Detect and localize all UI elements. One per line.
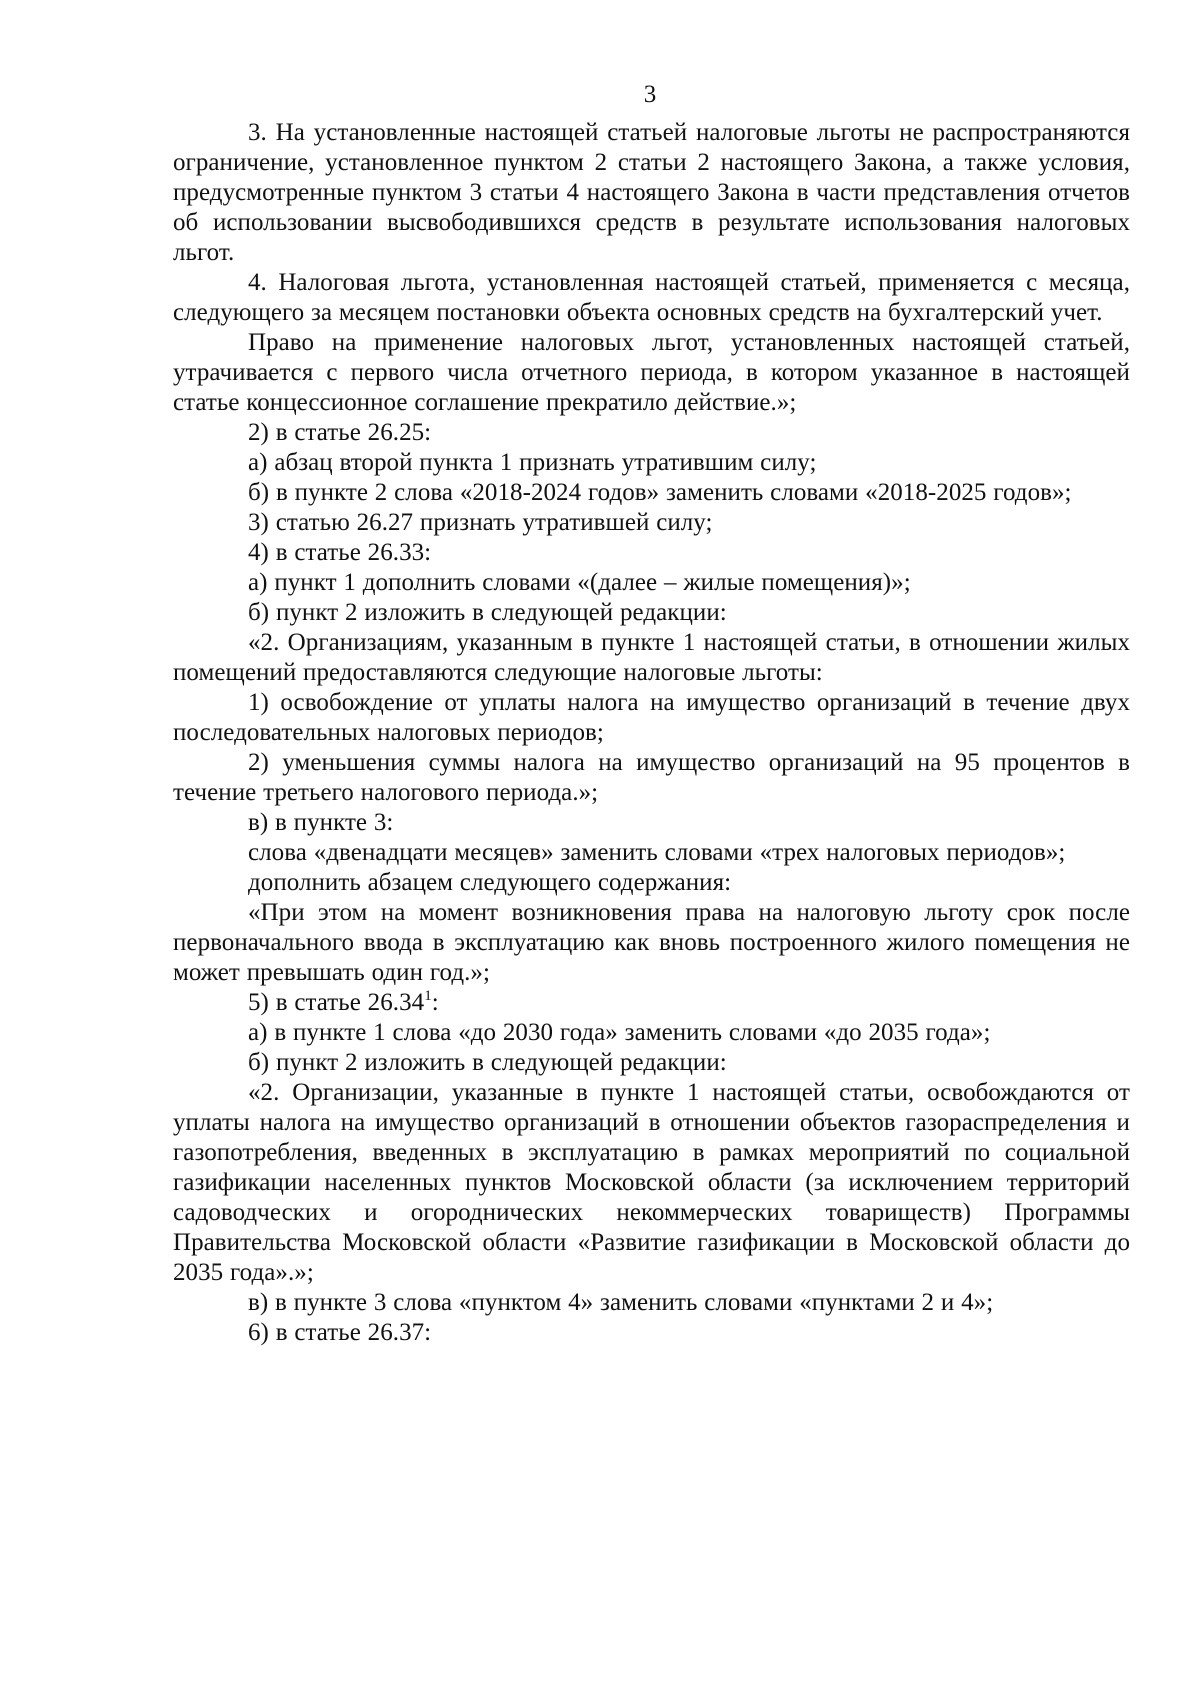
- article-item-suffix: :: [431, 989, 439, 1016]
- paragraph-right-loss: Право на применение налоговых льгот, установленных настоящей статьей, утрачивается с первого числа отчетного периода, в котором указанное в настоящей статье концессионное соглашение прекратило действие.»;: [173, 329, 1130, 416]
- paragraph-26-33-subitem-1: 1) освобождение от уплаты налога на имущество организаций в течение двух последовательных налоговых периодов;: [173, 689, 1130, 746]
- paragraph-26-34-1-item-v: в) в пункте 3 слова «пунктом 4» заменить словами «пунктами 2 и 4»;: [248, 1289, 994, 1316]
- paragraph-26-25-item-a: а) абзац второй пункта 1 признать утратившим силу;: [248, 449, 817, 476]
- paragraph-3-tax-benefits-restrictions: 3. На установленные настоящей статьей налоговые льготы не распространяются ограничение, установленное пунктом 2 статьи 2 настоящего Закона, а также условия, предусмотренные пунктом 3 статьи 4 настоящего Закона в части представления отчетов об использовании высвободившихся средств в результате использования налоговых льгот.: [173, 119, 1130, 266]
- paragraph-4-tax-benefit-start: 4. Налоговая льгота, установленная настоящей статьей, применяется с месяца, следующего за месяцем постановки объекта основных средств на бухгалтерский учет.: [173, 269, 1130, 326]
- paragraph-article-26-25: 2) в статье 26.25:: [248, 419, 432, 446]
- page-number: 3: [643, 81, 657, 108]
- paragraph-26-34-1-item-b: б) пункт 2 изложить в следующей редакции:: [248, 1049, 727, 1076]
- paragraph-article-26-27: 3) статью 26.27 признать утратившей силу;: [248, 509, 713, 536]
- paragraph-26-33-item-a: а) пункт 1 дополнить словами «(далее – жилые помещения)»;: [248, 569, 911, 596]
- paragraph-26-25-item-b: б) в пункте 2 слова «2018-2024 годов» заменить словами «2018-2025 годов»;: [248, 479, 1072, 506]
- paragraph-article-26-33: 4) в статье 26.33:: [248, 539, 432, 566]
- document-body: [173, 118, 1130, 1348]
- paragraph-article-26-37: 6) в статье 26.37:: [248, 1319, 432, 1346]
- paragraph-26-33-new-point-2: «2. Организациям, указанным в пункте 1 настоящей статьи, в отношении жилых помещений предоставляются следующие налоговые льготы:: [173, 629, 1130, 686]
- paragraph-26-33-item-v: в) в пункте 3:: [248, 809, 394, 836]
- article-superscript: 1: [424, 987, 432, 1004]
- paragraph-26-33-subitem-2: 2) уменьшения суммы налога на имущество организаций на 95 процентов в течение третьего налогового периода.»;: [173, 749, 1130, 806]
- paragraph-26-34-1-item-a: а) в пункте 1 слова «до 2030 года» заменить словами «до 2035 года»;: [248, 1019, 991, 1046]
- paragraph-add-clause: дополнить абзацем следующего содержания:: [248, 869, 732, 896]
- article-item-prefix: 5) в статье 26.34: [248, 989, 425, 1016]
- paragraph-26-33-item-b: б) пункт 2 изложить в следующей редакции:: [248, 599, 727, 626]
- paragraph-article-26-34-1: [173, 988, 1130, 1018]
- paragraph-new-clause-text: «При этом на момент возникновения права на налоговую льготу срок после первоначального ввода в эксплуатацию как вновь построенного жилого помещения не может превышать один год.»;: [173, 899, 1130, 986]
- paragraph-words-replacement: слова «двенадцати месяцев» заменить словами «трех налоговых периодов»;: [248, 839, 1066, 866]
- paragraph-26-34-1-new-point-2: «2. Организации, указанные в пункте 1 настоящей статьи, освобождаются от уплаты налога на имущество организаций в отношении объектов газораспределения и газопотребления, введенных в эксплуатацию в рамках мероприятий по социальной газификации населенных пунктов Московской области (за исключением территорий садоводческих и огороднических некоммерческих товариществ) Программы Правительства Московской области «Развитие газификации в Московской области до 2035 года».»;: [173, 1079, 1130, 1286]
